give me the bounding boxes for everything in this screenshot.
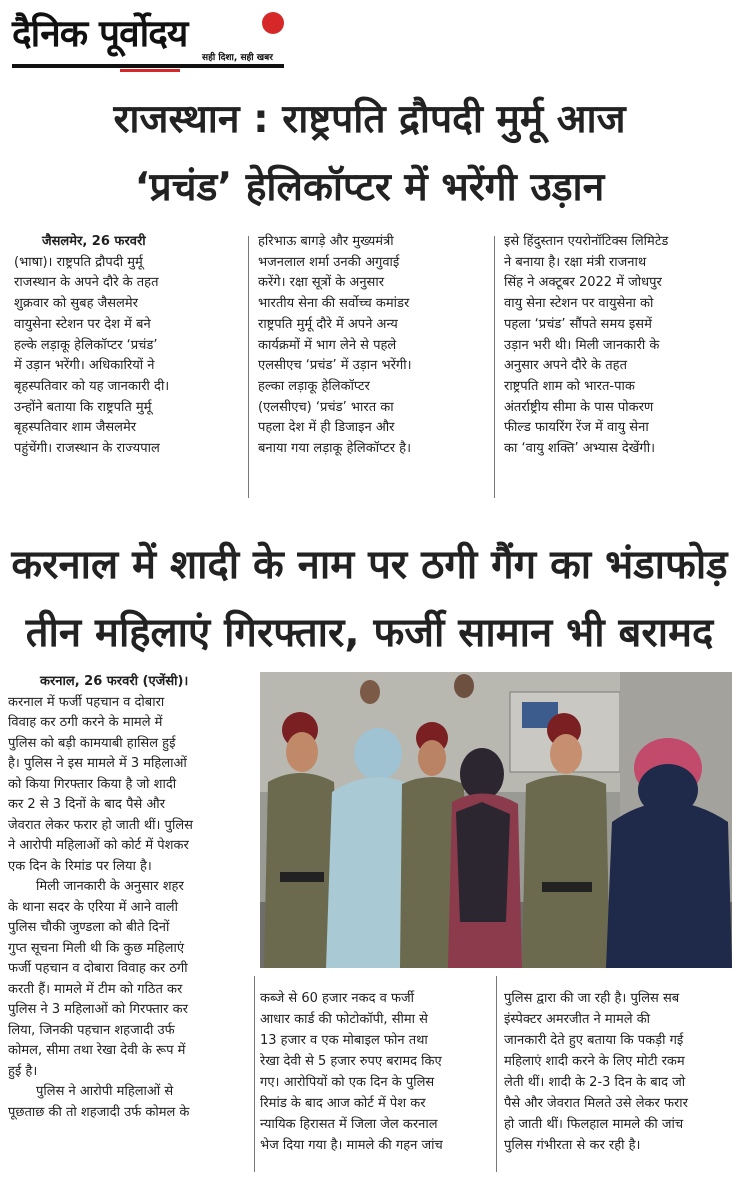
- text-line: कोमल, सीमा तथा रेखा देवी के रूप में: [8, 1043, 186, 1058]
- text-line: वायु सेना स्टेशन पर वायुसेना को: [504, 296, 654, 312]
- text-line: है। पुलिस ने इस मामले में 3 महिलाओं: [8, 756, 187, 771]
- article2-column2: [260, 988, 488, 1156]
- article2-headline-line1: करनाल में शादी के नाम पर ठगी गैंग का भंडाफोड़: [11, 542, 728, 588]
- article2-headline-line2: तीन महिलाएं गिरफ्तार, फर्जी सामान भी बरामद: [25, 610, 714, 656]
- text-line: महिलाएं शादी करने के लिए मोटी रकम: [504, 1054, 685, 1069]
- text-line: पहला ‘प्रचंड’ सौंपते समय इसमें: [504, 316, 652, 332]
- text-line: अंतर्राष्ट्रीय सीमा के पास पोकरण: [504, 399, 654, 415]
- text-line: रेखा देवी से 5 हजार रुपए बरामद किए: [260, 1054, 442, 1069]
- article1-headline-line2: ‘प्रचंड’ हेलिकॉप्टर में भरेंगी उड़ान: [134, 165, 605, 210]
- text-line: हरिभाऊ बागड़े और मुख्यमंत्री: [258, 234, 394, 249]
- text-line: को किया गिरफ्तार किया है जो शादी: [8, 776, 177, 792]
- text-line: (एलसीएच) ‘प्रचंड’ भारत का: [258, 399, 394, 415]
- text-line: पहुंचेंगी। राजस्थान के राज्यपाल: [14, 441, 160, 457]
- text-line: भारतीय सेना की सर्वोच्च कमांडर: [258, 296, 410, 312]
- article1-column1: [14, 232, 240, 460]
- article1-dateline: जैसलमेर, 26 फरवरी: [42, 234, 146, 249]
- text-line: में उड़ान भरेंगी। अधिकारियों ने: [14, 358, 155, 374]
- text-line: पूछताछ की तो शहजादी उर्फ कोमल के: [8, 1104, 190, 1120]
- article2-column3-text: [504, 988, 734, 1156]
- news-photo-illustration: [260, 672, 732, 968]
- text-line: पुलिस ने आरोपी महिलाओं से: [36, 1084, 174, 1099]
- text-line: कर 2 से 3 दिनों के बाद पैसे और: [8, 797, 166, 812]
- text-line: करनाल में फर्जी पहचान व दोबारा: [8, 694, 165, 710]
- article2-column2-text: [260, 988, 488, 1156]
- text-line: जानकारी देते हुए बताया कि पकड़ी गई: [504, 1033, 684, 1048]
- article1-column2-text: [258, 232, 486, 460]
- text-line: राजस्थान के अपने दौरे के तहत: [14, 275, 159, 291]
- text-line: शुक्रवार को सुबह जैसलमेर: [14, 296, 138, 312]
- text-line: जेवरात लेकर फरार हो जाती थीं। पुलिस: [8, 817, 193, 833]
- text-line: पुलिस चौकी जुण्डला को बीते दिनों: [8, 920, 170, 935]
- text-line: करती हैं। मामले में टीम को गठित कर: [8, 981, 183, 997]
- text-line: हल्के लड़ाकू हेलिकॉप्टर ‘प्रचंड’: [14, 337, 158, 353]
- article2-column1-text: [8, 693, 248, 1124]
- text-line: इसे हिंदुस्तान एयरोनॉटिक्स लिमिटेड: [504, 234, 669, 249]
- text-line: कार्यक्रमों में भाग लेने से पहले: [258, 337, 397, 353]
- masthead: [12, 6, 292, 74]
- text-line: करेंगे। रक्षा सूत्रों के अनुसार: [258, 275, 385, 291]
- text-line: का ‘वायु शक्ति’ अभ्यास देखेंगी।: [504, 441, 656, 457]
- column-divider: [248, 236, 249, 498]
- text-line: (भाषा)। राष्ट्रपति द्रौपदी मुर्मू: [14, 254, 143, 270]
- text-line: एक दिन के रिमांड पर लिया है।: [8, 858, 152, 874]
- article2-column1: [8, 672, 248, 1123]
- text-line: ने आरोपी महिलाओं को कोर्ट में पेशकर: [8, 838, 189, 853]
- article1-column3: [504, 232, 732, 460]
- text-line: न्यायिक हिरासत में जिला जेल करनाल: [260, 1117, 438, 1132]
- text-line: पहला देश में ही डिजाइन और: [258, 420, 395, 436]
- masthead-tagline: सही दिशा, सही खबर: [202, 53, 273, 63]
- text-line: वायुसेना स्टेशन पर देश में बने: [14, 316, 151, 332]
- text-line: रिमांड के बाद आज कोर्ट में पेश कर: [260, 1096, 426, 1111]
- text-line: इंस्पेक्टर अमरजीत ने मामले की: [504, 1012, 651, 1027]
- text-line: हल्का लड़ाकू हेलिकॉप्टर: [258, 378, 370, 394]
- text-line: बृहस्पतिवार को यह जानकारी दी।: [14, 378, 170, 394]
- text-line: कब्जे से 60 हजार नकद व फर्जी: [260, 991, 415, 1006]
- news-photo: [260, 672, 732, 968]
- text-line: हुई है।: [8, 1063, 38, 1079]
- text-line: राष्ट्रपति मुर्मू दौरे में अपने अन्य: [258, 316, 398, 332]
- text-line: उन्होंने बताया कि राष्ट्रपति मुर्मू: [14, 399, 152, 415]
- text-line: सिंह ने अक्टूबर 2022 में जोधपुर: [504, 275, 662, 291]
- text-line: पुलिस को बड़ी कामयाबी हासिल हुई: [8, 735, 176, 751]
- masthead-title: दैनिक पूर्वोदय: [12, 12, 188, 55]
- column-divider: [494, 236, 495, 498]
- text-line: ने बनाया है। रक्षा मंत्री राजनाथ: [504, 254, 647, 270]
- article1-column2: [258, 232, 486, 460]
- text-line: लेती थीं। शादी के 2-3 दिन के बाद जो: [504, 1075, 686, 1090]
- text-line: पुलिस द्वारा की जा रही है। पुलिस सब: [504, 991, 680, 1006]
- text-line: मिली जानकारी के अनुसार शहर: [36, 879, 184, 894]
- text-line: फर्जी पहचान व दोबारा विवाह कर ठगी: [8, 961, 188, 976]
- text-line: पुलिस ने 3 महिलाओं को गिरफ्तार कर: [8, 1002, 188, 1017]
- article2-dateline: करनाल, 26 फरवरी (एजेंसी)।: [40, 674, 189, 689]
- text-line: 13 हजार व एक मोबाइल फोन तथा: [260, 1033, 428, 1048]
- text-line: के थाना सदर के एरिया में आने वाली: [8, 899, 178, 915]
- article1-column3-text: [504, 232, 732, 460]
- logo-sun-icon: [262, 12, 284, 34]
- text-line: लिया, जिनकी पहचान शहजादी उर्फ: [8, 1022, 175, 1038]
- text-line: एलसीएच ‘प्रचंड’ में उड़ान भरेंगी।: [258, 358, 412, 374]
- masthead-red-rule: [120, 69, 180, 72]
- text-line: गुप्त सूचना मिली थी कि कुछ महिलाएं: [8, 940, 185, 956]
- text-line: बनाया गया लड़ाकू हेलिकॉप्टर है।: [258, 441, 411, 457]
- text-line: आधार कार्ड की फोटोकॉपी, सीमा से: [260, 1012, 428, 1027]
- text-line: फील्ड फायरिंग रेंज में वायु सेना: [504, 420, 649, 436]
- article1-column1-text: [14, 253, 240, 460]
- text-line: भजनलाल शर्मा उनकी अगुवाई: [258, 254, 400, 270]
- column-divider: [496, 976, 497, 1172]
- article2-column3: [504, 988, 734, 1156]
- text-line: राष्ट्रपति शाम को भारत-पाक: [504, 378, 635, 394]
- column-divider: [254, 976, 255, 1172]
- text-line: पैसे और जेवरात मिलते उसे लेकर फरार: [504, 1096, 688, 1111]
- text-line: उड़ान भरी थी। मिली जानकारी के: [504, 337, 660, 353]
- text-line: विवाह कर ठगी करने के मामले में: [8, 715, 163, 730]
- text-line: पुलिस गंभीरता से कर रही है।: [504, 1138, 641, 1153]
- article1-headline-line1: राजस्थान : राष्ट्रपति द्रौपदी मुर्मू आज: [113, 97, 626, 142]
- text-line: गए। आरोपियों को एक दिन के पुलिस: [260, 1075, 435, 1090]
- text-line: अनुसार अपने दौरे के तहत: [504, 358, 627, 374]
- text-line: हो जाती थीं। फिलहाल मामले की जांच: [504, 1117, 684, 1132]
- masthead-rule: [12, 64, 284, 68]
- text-line: बृहस्पतिवार शाम जैसलमेर: [14, 420, 137, 436]
- text-line: भेज दिया गया है। मामले की गहन जांच: [260, 1138, 443, 1153]
